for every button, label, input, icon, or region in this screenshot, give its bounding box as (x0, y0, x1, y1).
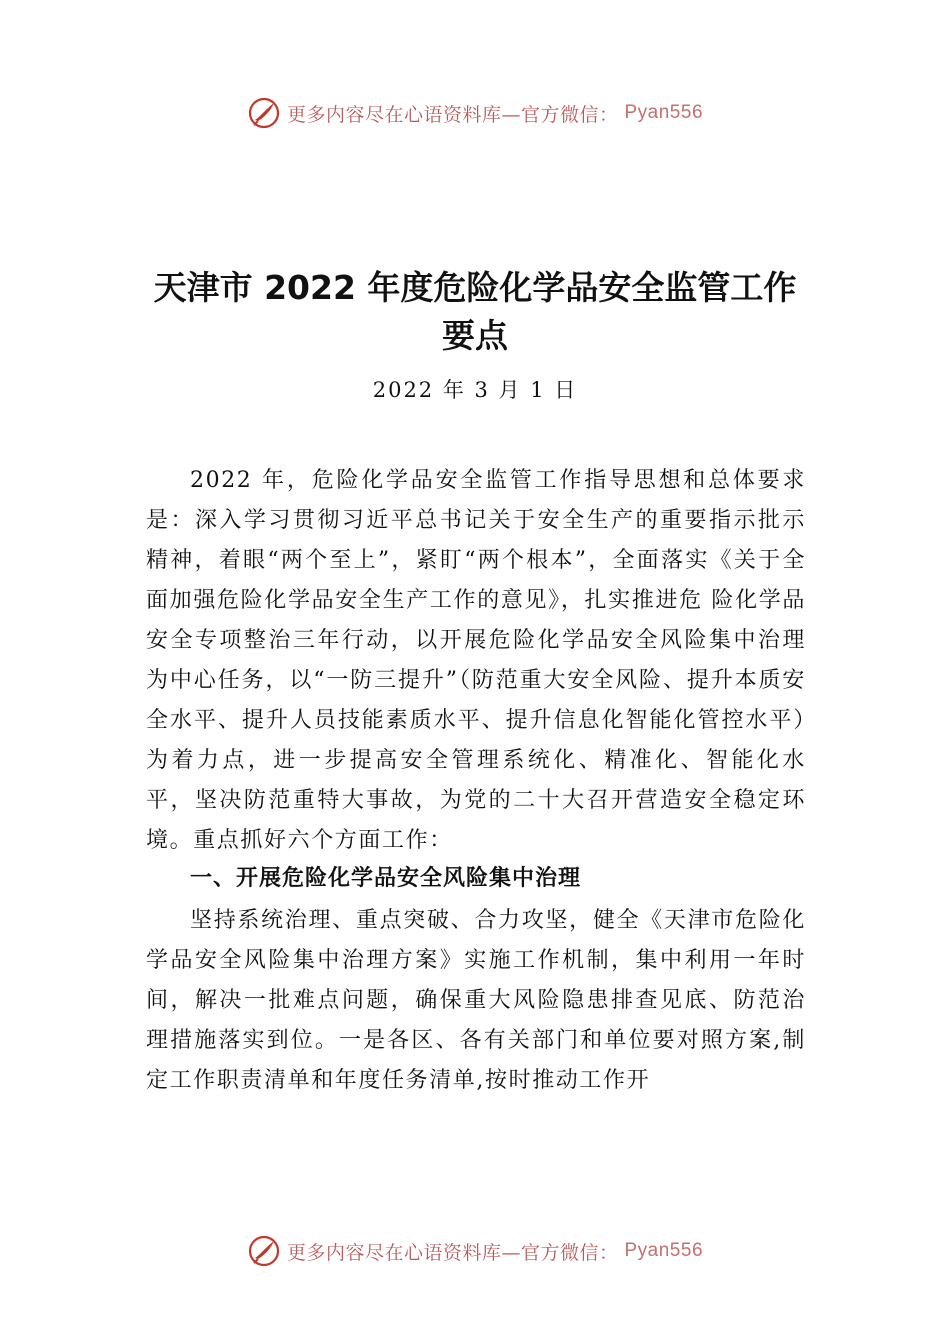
watermark-text: 更多内容尽在心语资料库—官方微信： (286, 103, 619, 126)
watermark-wechat-id: Pyan556 (624, 1240, 704, 1261)
document-title-line2: 要点 (442, 316, 508, 355)
document-date: 2022 年 3 月 1 日 (372, 378, 578, 402)
intro-paragraph: 2022 年，危险化学品安全监管工作指导思想和总体要求是：深入学习贯彻习近平总书记关于安全生产的重要指示批示精神，着眼“两个至上”，紧盯“两个根本”，全面落实《关于全面加强危险化学品安全生产工作的意见》，扎实推进危 险化学品安全专项整治三年行动，以开展危险化学品安全风险集中治理为中心任务，以“一防三提升”（防范重大安全风险、提升本质安全水平、提升人员技能素质水平、提升信息化智能化管控水平）为着力点，进一步提高安全管理系统化、精准化、智能化水平，坚决防范重特大事故，为党的二十大召开营造安全稳定环境。重点抓好六个方面工作： (146, 468, 806, 853)
section-heading-1: 一、开展危险化学品安全风险集中治理 (190, 866, 582, 891)
quill-logo-icon (247, 1234, 281, 1268)
watermark-header (0, 96, 950, 130)
watermark-wechat-id: Pyan556 (624, 102, 704, 123)
section1-paragraph: 坚持系统治理、重点突破、合力攻坚，健全《天津市危险化学品安全风险集中治理方案》实施工作机制，集中利用一年时间，解决一批难点问题，确保重大风险隐患排查见底、防范治理措施落实到位。一是各区、各有关部门和单位要对照方案,制定工作职责清单和年度任务清单,按时推动工作开 (146, 908, 806, 1093)
document-title-line1: 天津市 2022 年度危险化学品安全监管工作 (153, 268, 797, 307)
intro-paragraph-block (146, 461, 806, 861)
quill-logo-icon (247, 96, 281, 130)
watermark-text: 更多内容尽在心语资料库—官方微信： (286, 1241, 619, 1264)
watermark-footer (0, 1234, 950, 1268)
section1-paragraph-block (146, 901, 806, 1101)
